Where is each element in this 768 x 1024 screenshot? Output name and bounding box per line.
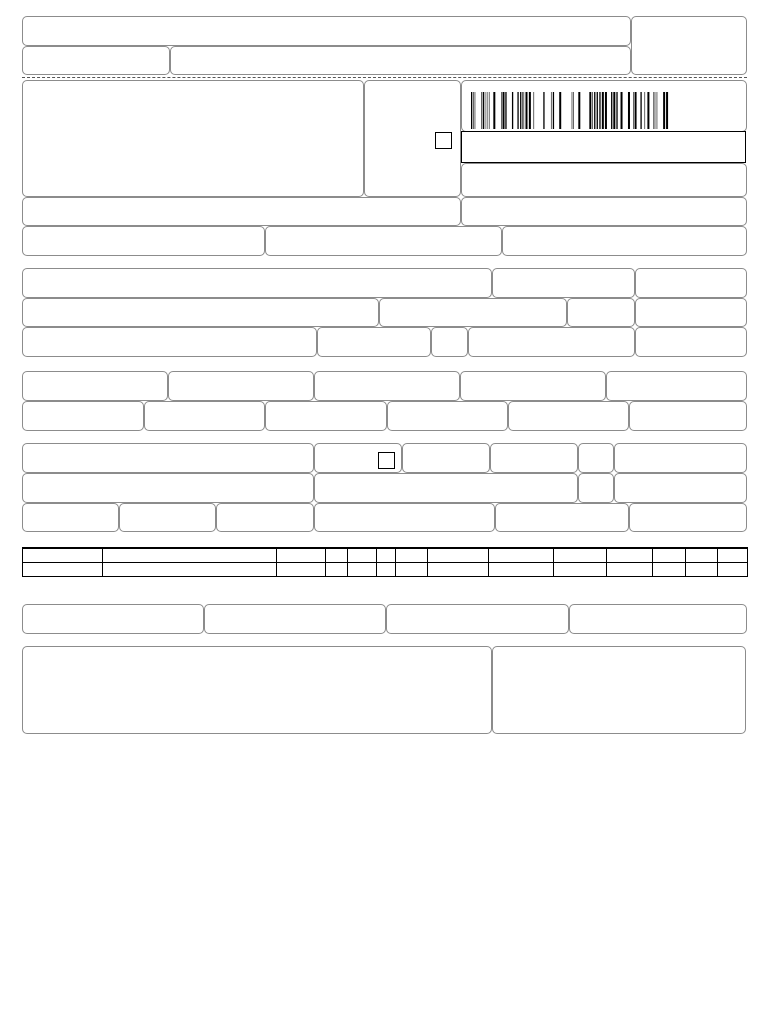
recipient-city-field[interactable]: [22, 327, 317, 357]
volume-numbering-field[interactable]: [314, 503, 495, 532]
recipient-tax-id-field[interactable]: [492, 268, 635, 298]
table-cell[interactable]: [377, 563, 396, 577]
table-cell[interactable]: [326, 548, 348, 563]
municipal-registration-field[interactable]: [22, 604, 204, 634]
table-cell[interactable]: [554, 563, 607, 577]
authorization-number-field[interactable]: [461, 197, 747, 226]
substitute-registration-field[interactable]: [265, 226, 502, 256]
table-cell[interactable]: [686, 548, 718, 563]
recipient-address-field[interactable]: [22, 298, 379, 327]
table-cell[interactable]: [377, 548, 396, 563]
table-cell[interactable]: [607, 548, 653, 563]
table-cell[interactable]: [489, 548, 554, 563]
table-cell[interactable]: [396, 563, 428, 577]
volume-brand-field[interactable]: [216, 503, 314, 532]
table-cell[interactable]: [396, 548, 428, 563]
invoice-total-field[interactable]: [629, 401, 747, 431]
carrier-state-field[interactable]: [578, 473, 614, 503]
receipt-date-field[interactable]: [22, 46, 170, 75]
carrier-registration-field[interactable]: [614, 473, 747, 503]
freight-mode-checkbox[interactable]: [378, 452, 395, 469]
table-cell[interactable]: [428, 548, 489, 563]
table-cell[interactable]: [348, 548, 377, 563]
tax-base-field[interactable]: [22, 371, 168, 401]
table-cell[interactable]: [489, 563, 554, 577]
ipi-value-field[interactable]: [508, 401, 629, 431]
recipient-name-field[interactable]: [22, 268, 492, 298]
table-cell[interactable]: [428, 563, 489, 577]
table-cell[interactable]: [277, 563, 326, 577]
table-cell[interactable]: [686, 563, 718, 577]
insurance-value-field[interactable]: [144, 401, 265, 431]
state-registration-field[interactable]: [22, 226, 265, 256]
table-cell[interactable]: [607, 563, 653, 577]
table-cell[interactable]: [326, 563, 348, 577]
issqn-base-field[interactable]: [386, 604, 569, 634]
tear-off-line: [22, 77, 747, 78]
net-weight-field[interactable]: [629, 503, 747, 532]
products-total-field[interactable]: [606, 371, 747, 401]
table-row: [23, 548, 748, 563]
authorization-protocol-field[interactable]: [461, 163, 747, 197]
exit-date-field[interactable]: [635, 298, 747, 327]
volume-quantity-field[interactable]: [22, 503, 119, 532]
tax-value-field[interactable]: [168, 371, 314, 401]
items-table-body: [23, 548, 748, 577]
substitution-base-field[interactable]: [314, 371, 460, 401]
receipt-number-field[interactable]: [631, 16, 747, 75]
carrier-city-field[interactable]: [314, 473, 578, 503]
items-table: [22, 547, 748, 577]
issuer-identification-field[interactable]: [22, 80, 364, 197]
freight-value-field[interactable]: [22, 401, 144, 431]
complementary-info-field[interactable]: [22, 646, 492, 734]
issqn-value-field[interactable]: [569, 604, 747, 634]
tax-authority-reserved-field[interactable]: [492, 646, 746, 734]
table-row: [23, 563, 748, 577]
volume-species-field[interactable]: [119, 503, 216, 532]
table-cell[interactable]: [103, 548, 277, 563]
table-cell[interactable]: [103, 563, 277, 577]
table-cell[interactable]: [348, 563, 377, 577]
carrier-name-field[interactable]: [22, 443, 314, 473]
vehicle-state-field[interactable]: [578, 443, 614, 473]
table-cell[interactable]: [653, 563, 686, 577]
recipient-state-field[interactable]: [431, 327, 468, 357]
discount-field[interactable]: [265, 401, 387, 431]
gross-weight-field[interactable]: [495, 503, 629, 532]
table-cell[interactable]: [554, 548, 607, 563]
carrier-tax-id-field[interactable]: [614, 443, 747, 473]
barcode-icon: [471, 92, 671, 129]
tax-id-field[interactable]: [502, 226, 747, 256]
recipient-registration-field[interactable]: [468, 327, 635, 357]
carrier-address-field[interactable]: [22, 473, 314, 503]
table-cell[interactable]: [718, 548, 748, 563]
table-cell[interactable]: [23, 563, 103, 577]
access-key-field[interactable]: [461, 131, 746, 163]
substitution-value-field[interactable]: [460, 371, 606, 401]
recipient-phone-field[interactable]: [317, 327, 431, 357]
other-expenses-field[interactable]: [387, 401, 508, 431]
receipt-header-field[interactable]: [22, 16, 631, 46]
recipient-zip-field[interactable]: [567, 298, 635, 327]
issue-date-field[interactable]: [635, 268, 747, 298]
receipt-signature-field[interactable]: [170, 46, 631, 75]
document-type-checkbox[interactable]: [435, 132, 452, 149]
vehicle-plate-field[interactable]: [490, 443, 578, 473]
table-cell[interactable]: [277, 548, 326, 563]
services-total-field[interactable]: [204, 604, 386, 634]
table-cell[interactable]: [23, 548, 103, 563]
antt-code-field[interactable]: [402, 443, 490, 473]
table-cell[interactable]: [718, 563, 748, 577]
table-cell[interactable]: [653, 548, 686, 563]
exit-time-field[interactable]: [635, 327, 747, 357]
recipient-district-field[interactable]: [379, 298, 567, 327]
operation-nature-field[interactable]: [22, 197, 461, 226]
